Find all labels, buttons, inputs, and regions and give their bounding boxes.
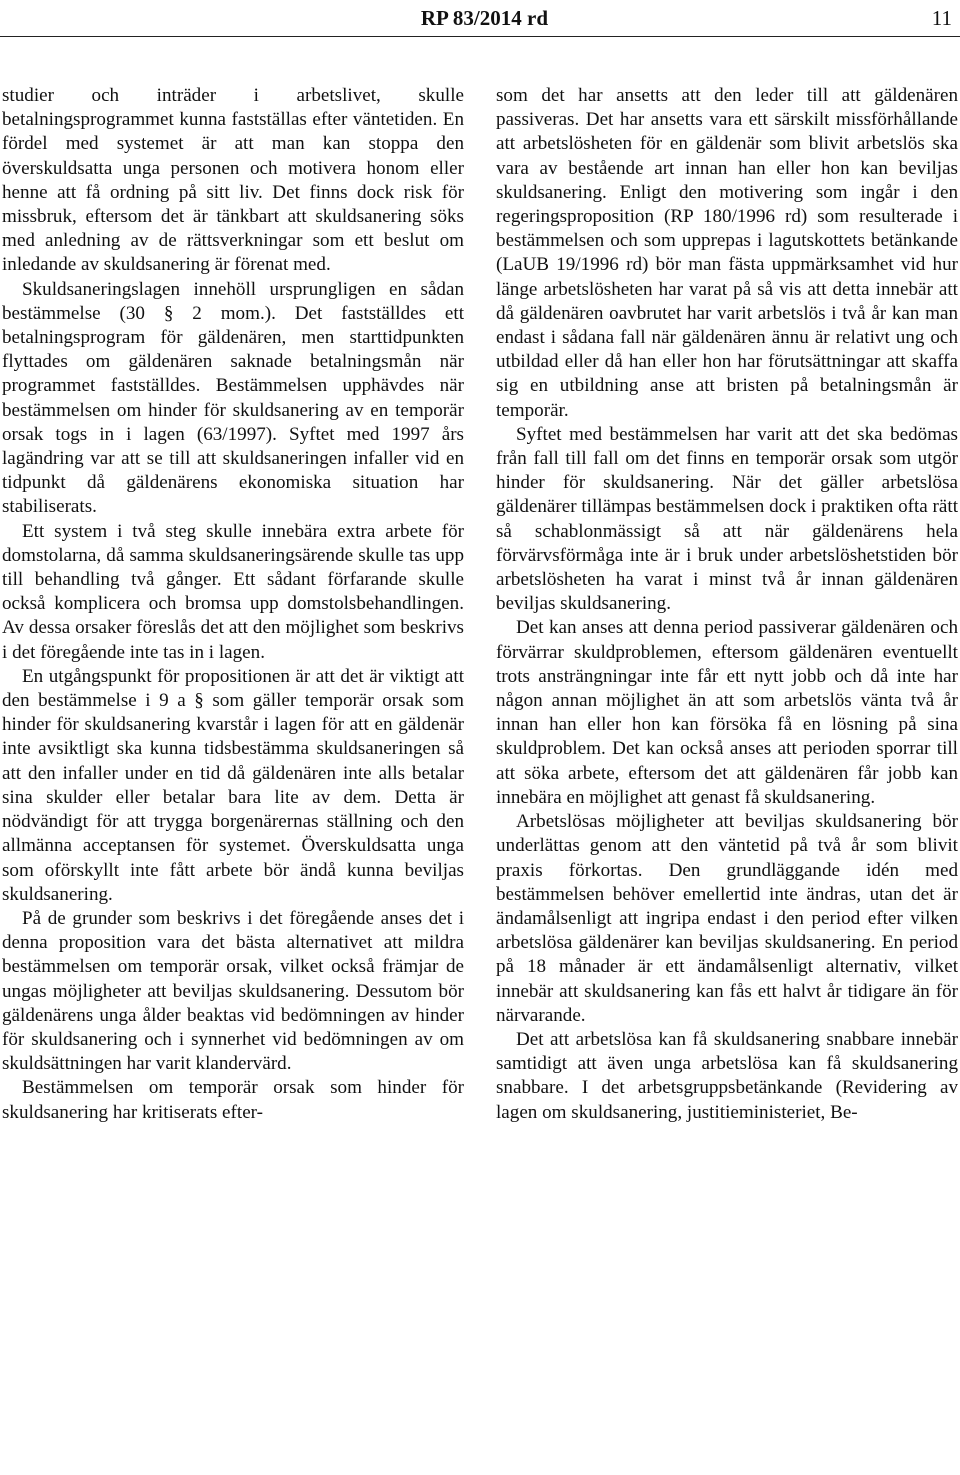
header-rule: [0, 36, 960, 37]
paragraph: Det att arbetslösa kan få skuldsanering snabbare innebär samtidigt att även unga arbetslösa kan få skuldsanering snabbare. I det arbetsgruppsbetänkande (Revidering av lagen om skuldsanering, justitieministeriet, Be-: [496, 1028, 958, 1123]
paragraph: Skuldsaneringslagen innehöll ursprungligen en sådan bestämmelse (30 § 2 mom.). Det fastställdes ett betalningsprogram för gäldenären, men starttidpunkten flyttades om gäldenären saknade betalningsmån när programmet fastställdes. Bestämmelsen upphävdes när bestämmelsen om hinder för skuldsanering av en temporär orsak togs in i lagen (63/1997). Syftet med 1997 års lagändring var att se till att skuldsaneringen infaller vid en tidpunkt då gäldenärens ekonomiska situation har stabiliserats.: [2, 278, 464, 518]
paragraph: som det har ansetts att den leder till att gäldenären passiveras. Det har ansetts vara ett särskilt missförhållande att arbetslösheten för en gäldenär som blivit arbetslös ska vara av bestående art innan han eller hon kan beviljas skuldsanering. Enligt den motivering som ingår i den regeringsproposition (RP 180/1996 rd) som resulterade i bestämmelsen och som upprepas i lagutskottets betänkande (LaUB 19/1996 rd) bör man fästa uppmärksamhet vid hur länge arbetslösheten har varat på så vis att detta innebär att då gäldenären oavbrutet har varit arbetslös i två år kan man endast i sådana fall när gäldenären ännu är relativt ung och utbildad eller då han eller hon har förutsättningar att skaffa sig en utbildning anse att bristen på betalningsmån är temporär.: [496, 85, 958, 421]
paragraph: Ett system i två steg skulle innebära extra arbete för domstolarna, då samma skuldsaneringsärende skulle tas upp till behandling två gånger. Ett sådant förfarande skulle också komplicera och bromsa upp domstolsbehandlingen. Av dessa orsaker föreslås det att den möjlighet som beskrivs i det föregående inte tas in i lagen.: [2, 520, 464, 663]
paragraph: Bestämmelsen om temporär orsak som hinder för skuldsanering har kritiserats efter-: [2, 1077, 464, 1123]
paragraph: En utgångspunkt för propositionen är att det är viktigt att den bestämmelse i 9 a § som gäller temporär orsak som hinder för skuldsanering kvarstår i lagen för att en gäldenär inte avsiktligt ska kunna tidsbestämma skuldsaneringen så att den infaller under en tid då gäldenären inte alls betalar sina skulder eller betalar bara lite av dem. Detta är nödvändigt för att trygga borgenärernas ställning och den allmänna acceptansen för systemet. Överskuldsatta unga som oförskyllt inte fått arbete bör ändå kunna beviljas skuldsanering.: [2, 665, 464, 905]
paragraph: Arbetslösas möjligheter att beviljas skuldsanering bör underlättas genom att den väntetid på två år som blivit praxis förkortas. Den grundläggande idén med bestämmelsen behöver emellertid inte ändras, utan det är ändamålsenligt att ingripa endast i den period efter vilken arbetslösa gäldenärer kan beviljas skuldsanering. En period på 18 månader är ett ändamålsenligt alternativ, vilket innebär att skuldsanering kan fås ett halvt år tidigare än för närvarande.: [496, 811, 958, 1026]
paragraph: På de grunder som beskrivs i det föregående anses det i denna proposition vara det bästa alternativet att mildra bestämmelsen om temporär orsak, vilket också främjar de ungas möjligheter att beviljas skuldsanering. Dessutom bör gäldenärens unga ålder beaktas vid bedömningen av hinder för skuldsanering och i synnerhet vid bedömningen av om skuldsättningen har varit klandervärd.: [2, 907, 464, 1075]
page-header: [0, 4, 960, 34]
left-column: [2, 84, 464, 1474]
paragraph: studier och inträder i arbetslivet, skulle betalningsprogrammet kunna fastställas efter väntetiden. En fördel med systemet är att man kan stoppa den överskuldsatta unga personen och motivera honom eller henne att få ordning på sitt liv. Det finns dock risk för missbruk, eftersom det är tänkbart att skuldsanering söks med anledning av de rättsverkningar som ett beslut om inledande av skuldsanering är förenat med.: [2, 85, 464, 276]
right-column: [496, 84, 958, 1474]
paragraph: Syftet med bestämmelsen har varit att det ska bedömas från fall till fall om det finns en temporär orsak som utgör hinder för skuldsanering. När det gäller arbetslösa gäldenärer tillämpas bestämmelsen dock i praktiken ofta rätt så schablonmässigt så att när gäldenärens hela förvärvsförmåga inte är i bruk under arbetslöshetstiden bör arbetslösheten ha varat i minst två år innan gäldenären beviljas skuldsanering.: [496, 423, 958, 615]
document-id: RP 83/2014 rd: [420, 6, 548, 30]
paragraph: Det kan anses att denna period passiverar gäldenären och förvärrar skuldproblemen, eftersom gäldenären eventuellt trots ansträngningar inte får ett nytt jobb och då inte har någon annan möjlighet än att som arbetslös vänta två år innan han eller hon kan försöka få en lösning på sina skuldproblem. Det kan också anses att perioden sporrar till att söka arbete, eftersom det att gäldenären får jobb kan innebära en möjlighet att genast få skuldsanering.: [496, 617, 958, 808]
page-number: 11: [931, 6, 952, 30]
